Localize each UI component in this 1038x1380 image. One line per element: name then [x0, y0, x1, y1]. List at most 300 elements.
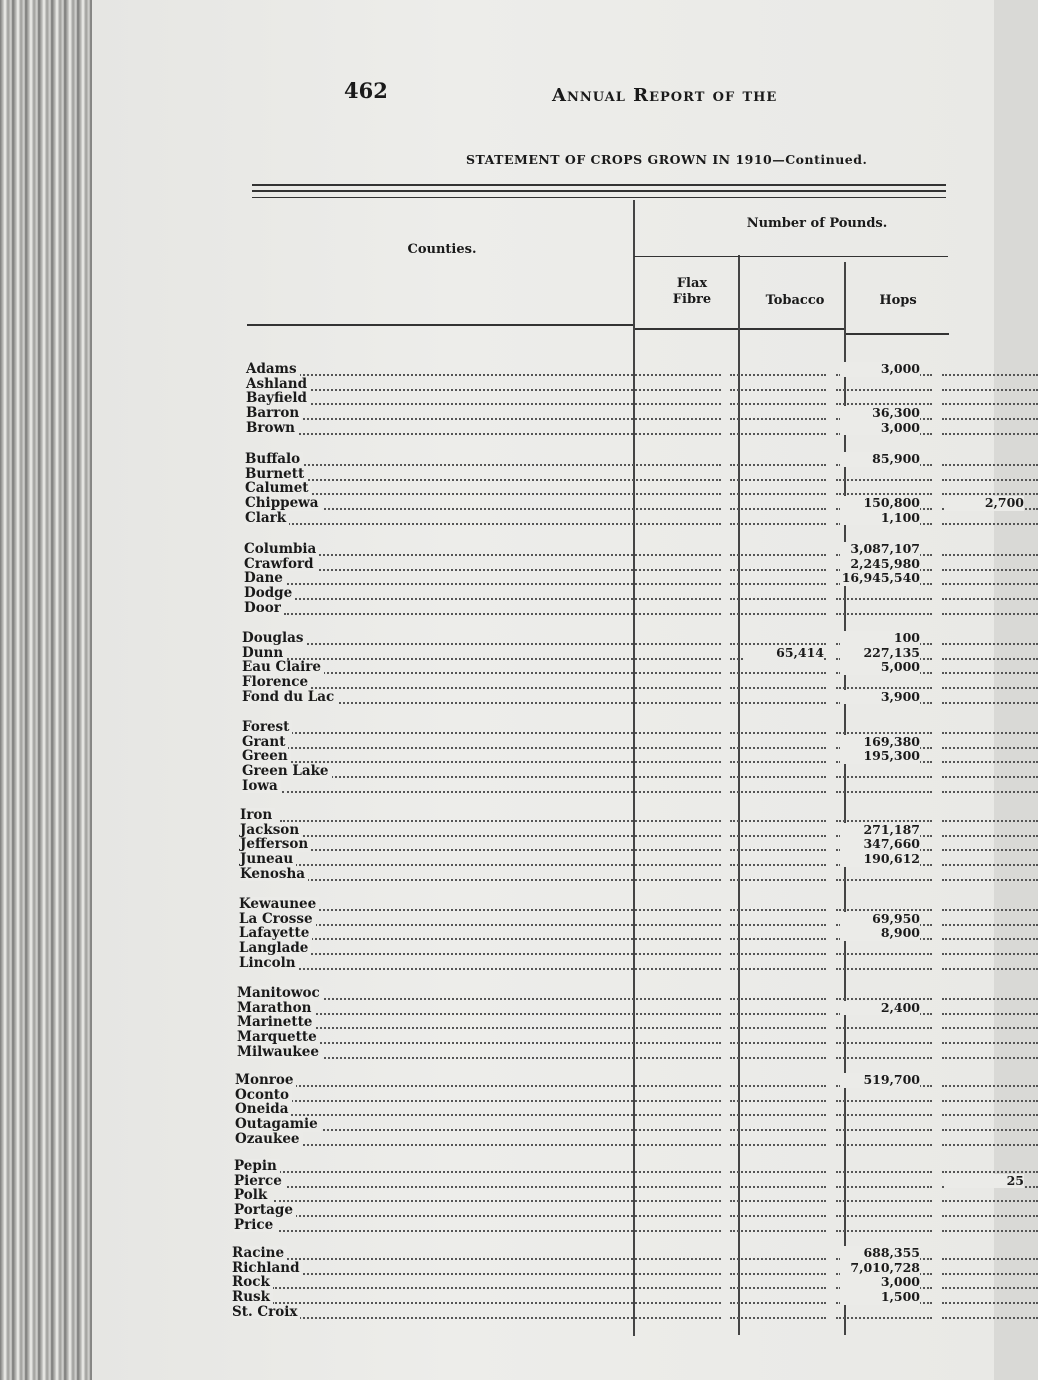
table-row — [234, 1172, 1024, 1189]
table-row — [245, 481, 965, 496]
county-name: Jackson — [240, 823, 302, 838]
leader-dots — [277, 990, 721, 1000]
leader-dots — [286, 381, 721, 391]
table-row — [239, 926, 959, 941]
leader-dots — [730, 812, 826, 822]
tobacco-value: 169,380 — [840, 735, 920, 750]
leader-dots — [277, 1005, 721, 1015]
table-row — [232, 1305, 952, 1320]
tobacco-value: 85,900 — [840, 452, 920, 467]
leader-dots — [836, 1222, 932, 1232]
leader-dots — [280, 856, 721, 866]
leader-dots — [730, 561, 826, 571]
leader-dots — [730, 605, 826, 615]
county-name: Eau Claire — [242, 660, 324, 675]
table-row — [237, 1030, 957, 1045]
leader-dots — [730, 1077, 826, 1087]
tobacco-header: Tobacco — [765, 293, 825, 308]
leader-dots — [730, 1092, 826, 1102]
table-row — [235, 1088, 955, 1103]
county-name: Milwaukee — [237, 1045, 322, 1060]
county-name: Green — [242, 749, 291, 764]
document-page — [92, 0, 1024, 1380]
leader-dots — [282, 753, 721, 763]
hops-value: 2,700 — [944, 496, 1024, 511]
leader-dots — [274, 1163, 721, 1173]
county-name: Douglas — [242, 631, 306, 646]
leader-dots — [730, 841, 826, 851]
leader-dots — [282, 739, 721, 749]
leader-dots — [942, 590, 1038, 600]
leader-dots — [836, 605, 932, 615]
leader-dots — [730, 1106, 826, 1116]
leader-dots — [282, 679, 721, 689]
table-row — [246, 421, 966, 436]
leader-dots — [730, 1163, 826, 1173]
county-name: Pepin — [234, 1159, 280, 1174]
county-group — [234, 1158, 1024, 1233]
tobacco-value: 3,900 — [840, 690, 920, 705]
leader-dots — [730, 381, 826, 391]
leader-dots — [942, 635, 1038, 645]
flax-fibre-header: Flax Fibre — [672, 276, 712, 307]
table-row — [245, 467, 965, 482]
leader-dots — [836, 724, 932, 734]
leader-dots — [836, 1121, 932, 1131]
leader-dots — [836, 945, 932, 955]
table-row — [235, 1102, 955, 1117]
leader-dots — [942, 471, 1038, 481]
table-row — [242, 646, 962, 661]
leader-dots — [836, 783, 932, 793]
leader-dots — [836, 1034, 932, 1044]
leader-dots — [280, 827, 721, 837]
leader-dots — [942, 930, 1038, 940]
tobacco-value: 3,000 — [840, 421, 920, 436]
group-header-rule — [634, 256, 948, 257]
tobacco-value: 3,000 — [840, 1275, 920, 1290]
leader-dots — [284, 575, 721, 585]
hops-header: Hops — [879, 293, 917, 308]
county-name: Marinette — [237, 1015, 315, 1030]
county-name: Rusk — [232, 1290, 273, 1305]
leader-dots — [942, 395, 1038, 405]
leader-dots — [942, 1121, 1038, 1131]
table-row — [244, 542, 964, 557]
top-rule-1 — [252, 184, 946, 186]
leader-dots — [730, 916, 826, 926]
table-row — [244, 601, 964, 616]
table-row — [245, 511, 965, 526]
leader-dots — [942, 812, 1038, 822]
leader-dots — [272, 1309, 721, 1319]
leader-dots — [730, 515, 826, 525]
leader-dots — [942, 724, 1038, 734]
table-row — [239, 956, 959, 971]
tobacco-value: 5,000 — [840, 660, 920, 675]
leader-dots — [942, 1279, 1038, 1289]
tobacco-value: 271,187 — [840, 823, 920, 838]
table-row — [246, 362, 966, 377]
leader-dots — [284, 561, 721, 571]
leader-dots — [730, 768, 826, 778]
table-row — [234, 1159, 954, 1174]
table-row — [239, 941, 959, 956]
county-name: Polk — [234, 1188, 270, 1203]
top-rule-2 — [252, 190, 946, 192]
county-name: Green Lake — [242, 764, 332, 779]
table-row — [244, 557, 964, 572]
leader-dots — [942, 1250, 1038, 1260]
table-row — [242, 631, 962, 646]
leader-dots — [942, 1265, 1038, 1275]
leader-dots — [285, 471, 721, 481]
table-row — [234, 1203, 954, 1218]
leader-dots — [836, 381, 932, 391]
leader-dots — [942, 1005, 1038, 1015]
table-row — [242, 764, 962, 779]
table-row — [246, 406, 966, 421]
leader-dots — [942, 485, 1038, 495]
leader-dots — [942, 1294, 1038, 1304]
tobacco-value: 1,500 — [840, 1290, 920, 1305]
leader-dots — [942, 856, 1038, 866]
leader-dots — [942, 575, 1038, 585]
leader-dots — [284, 605, 721, 615]
leader-dots — [272, 1250, 721, 1260]
leader-dots — [730, 679, 826, 689]
leader-dots — [942, 664, 1038, 674]
leader-dots — [942, 916, 1038, 926]
running-head: Annual Report of the — [552, 85, 778, 106]
leader-dots — [730, 827, 826, 837]
leader-dots — [730, 1207, 826, 1217]
table-row — [234, 1218, 954, 1233]
header-bottom-rule-flax — [635, 328, 738, 330]
leader-dots — [942, 990, 1038, 1000]
table-row — [242, 735, 962, 750]
county-name: Kewaunee — [239, 897, 319, 912]
leader-dots — [942, 841, 1038, 851]
county-name: Racine — [232, 1246, 287, 1261]
leader-dots — [277, 1049, 721, 1059]
tobacco-value: 2,400 — [840, 1001, 920, 1016]
leader-dots — [942, 1207, 1038, 1217]
table-row — [242, 660, 962, 675]
county-name: Portage — [234, 1203, 296, 1218]
leader-dots — [730, 485, 826, 495]
leader-dots — [279, 945, 721, 955]
county-name: Lincoln — [239, 956, 299, 971]
table-row — [244, 571, 964, 586]
table-row — [232, 1290, 952, 1305]
table-row — [242, 779, 962, 794]
leader-dots — [836, 1309, 932, 1319]
leader-dots — [730, 1019, 826, 1029]
leader-dots — [942, 960, 1038, 970]
leader-dots — [942, 871, 1038, 881]
tobacco-value: 16,945,540 — [841, 570, 920, 586]
table-row — [245, 452, 965, 467]
hops-value: 25 — [944, 1174, 1024, 1189]
county-group — [245, 451, 1024, 526]
leader-dots — [730, 546, 826, 556]
leader-dots — [836, 960, 932, 970]
leader-dots — [730, 1192, 826, 1202]
table-row — [242, 675, 962, 690]
leader-dots — [730, 1279, 826, 1289]
leader-dots — [730, 664, 826, 674]
leader-dots — [730, 856, 826, 866]
tobacco-value: 190,612 — [840, 852, 920, 867]
leader-dots — [942, 561, 1038, 571]
leader-dots — [730, 871, 826, 881]
county-name: Price — [234, 1218, 276, 1233]
leader-dots — [277, 1034, 721, 1044]
county-name: Calumet — [245, 481, 312, 496]
leader-dots — [942, 827, 1038, 837]
county-group — [235, 1073, 955, 1146]
leader-dots — [730, 724, 826, 734]
tobacco-value: 69,950 — [840, 912, 920, 927]
leader-dots — [836, 1092, 932, 1102]
county-name: Oconto — [235, 1088, 292, 1103]
leader-dots — [282, 664, 721, 674]
leader-dots — [275, 1106, 721, 1116]
counties-header: Counties. — [407, 242, 477, 257]
county-name: Marathon — [237, 1001, 314, 1016]
leader-dots — [282, 768, 721, 778]
leader-dots — [730, 901, 826, 911]
leader-dots — [280, 871, 721, 881]
leader-dots — [836, 1106, 932, 1116]
tobacco-value: 519,700 — [840, 1073, 920, 1088]
table-row — [240, 837, 960, 852]
leader-dots — [286, 366, 721, 376]
leader-dots — [942, 1034, 1038, 1044]
tobacco-value: 100 — [840, 631, 920, 646]
leader-dots — [279, 901, 721, 911]
table-row — [245, 495, 1024, 512]
leader-dots — [730, 575, 826, 585]
leader-dots — [836, 1136, 932, 1146]
leader-dots — [282, 724, 721, 734]
leader-dots — [730, 635, 826, 645]
tobacco-value: 195,300 — [840, 749, 920, 764]
county-name: Chippewa — [245, 496, 322, 511]
leader-dots — [730, 456, 826, 466]
leader-dots — [275, 1121, 721, 1131]
tobacco-value: 688,355 — [840, 1246, 920, 1261]
leader-dots — [942, 546, 1038, 556]
leader-dots — [730, 694, 826, 704]
leader-dots — [942, 1192, 1038, 1202]
county-name: Brown — [246, 421, 298, 436]
county-name: St. Croix — [232, 1305, 300, 1320]
county-name: Jefferson — [240, 837, 311, 852]
county-name: Dunn — [242, 646, 286, 661]
leader-dots — [730, 1121, 826, 1131]
leader-dots — [282, 694, 721, 704]
table-row — [244, 586, 964, 601]
leader-dots — [836, 590, 932, 600]
leader-dots — [274, 1178, 721, 1188]
leader-dots — [836, 1019, 932, 1029]
leader-dots — [730, 1136, 826, 1146]
leader-dots — [942, 381, 1038, 391]
county-name: Dane — [244, 571, 286, 586]
leader-dots — [730, 990, 826, 1000]
leader-dots — [730, 945, 826, 955]
county-name: Barron — [246, 406, 302, 421]
leader-dots — [942, 901, 1038, 911]
leader-dots — [277, 1019, 721, 1029]
header-bottom-rule-left — [247, 324, 633, 326]
book-binding — [0, 0, 92, 1380]
leader-dots — [282, 650, 721, 660]
leader-dots — [275, 1136, 721, 1146]
leader-dots — [730, 1309, 826, 1319]
leader-dots — [942, 945, 1038, 955]
table-row — [235, 1117, 955, 1132]
leader-dots — [836, 812, 932, 822]
county-name: Juneau — [240, 852, 296, 867]
table-row — [240, 823, 960, 838]
leader-dots — [942, 515, 1038, 525]
table-title: STATEMENT OF CROPS GROWN IN 1910—Continued. — [466, 152, 868, 167]
leader-dots — [942, 650, 1038, 660]
leader-dots — [286, 395, 721, 405]
leader-dots — [836, 871, 932, 881]
leader-dots — [280, 812, 721, 822]
leader-dots — [942, 753, 1038, 763]
county-group — [242, 631, 962, 704]
leader-dots — [942, 410, 1038, 420]
county-group — [242, 720, 962, 793]
leader-dots — [836, 1163, 932, 1173]
county-name: Ashland — [246, 377, 310, 392]
county-name: Manitowoc — [237, 986, 323, 1001]
leader-dots — [272, 1265, 721, 1275]
leader-dots — [942, 768, 1038, 778]
table-row — [239, 912, 959, 927]
leader-dots — [274, 1192, 721, 1202]
county-name: Clark — [245, 511, 289, 526]
leader-dots — [272, 1294, 721, 1304]
leader-dots — [836, 1049, 932, 1059]
county-group — [239, 897, 959, 970]
leader-dots — [730, 1222, 826, 1232]
county-name: Lafayette — [239, 926, 312, 941]
county-name: Dodge — [244, 586, 295, 601]
tobacco-value: 1,100 — [840, 511, 920, 526]
leader-dots — [285, 485, 721, 495]
leader-dots — [836, 1178, 932, 1188]
leader-dots — [836, 471, 932, 481]
leader-dots — [730, 753, 826, 763]
table-row — [246, 377, 966, 392]
leader-dots — [279, 960, 721, 970]
table-row — [240, 867, 960, 882]
leader-dots — [730, 739, 826, 749]
leader-dots — [836, 1207, 932, 1217]
tobacco-value: 3,000 — [840, 362, 920, 377]
table-row — [237, 986, 957, 1001]
leader-dots — [272, 1279, 721, 1289]
leader-dots — [942, 1092, 1038, 1102]
flax-fibre-value: 65,414 — [744, 646, 824, 661]
table-row — [234, 1188, 954, 1203]
table-row — [235, 1073, 955, 1088]
leader-dots — [836, 901, 932, 911]
leader-dots — [280, 841, 721, 851]
table-row — [237, 1001, 957, 1016]
leader-dots — [730, 471, 826, 481]
county-name: Fond du Lac — [242, 690, 337, 705]
tobacco-value: 3,087,107 — [840, 542, 920, 557]
leader-dots — [730, 1294, 826, 1304]
county-name: Langlade — [239, 941, 311, 956]
tobacco-value: 8,900 — [840, 926, 920, 941]
table-row — [242, 749, 962, 764]
table-row — [239, 897, 959, 912]
leader-dots — [274, 1222, 721, 1232]
leader-dots — [942, 1309, 1038, 1319]
leader-dots — [284, 590, 721, 600]
leader-dots — [942, 783, 1038, 793]
header-bottom-rule-hops — [846, 333, 949, 335]
number-of-pounds-header: Number of Pounds. — [746, 216, 888, 231]
table-row — [232, 1246, 952, 1261]
leader-dots — [836, 768, 932, 778]
county-group — [240, 808, 960, 881]
leader-dots — [284, 546, 721, 556]
county-name: Adams — [246, 362, 300, 377]
table-row — [240, 852, 960, 867]
county-name: Oneida — [235, 1102, 291, 1117]
tobacco-value: 347,660 — [840, 837, 920, 852]
page-number: 462 — [344, 78, 388, 103]
table-row — [235, 1132, 955, 1147]
leader-dots — [730, 1034, 826, 1044]
leader-dots — [836, 395, 932, 405]
county-name: Forest — [242, 720, 292, 735]
leader-dots — [730, 1250, 826, 1260]
leader-dots — [942, 1163, 1038, 1173]
tobacco-value: 7,010,728 — [840, 1261, 920, 1276]
leader-dots — [274, 1207, 721, 1217]
leader-dots — [282, 783, 721, 793]
county-name: Pierce — [234, 1174, 285, 1189]
county-name: Columbia — [244, 542, 319, 557]
leader-dots — [836, 485, 932, 495]
leader-dots — [730, 1265, 826, 1275]
leader-dots — [836, 990, 932, 1000]
tobacco-value: 2,245,980 — [840, 557, 920, 572]
leader-dots — [282, 635, 721, 645]
table-row — [240, 808, 960, 823]
tobacco-value: 150,800 — [840, 496, 920, 511]
county-name: Iron — [240, 808, 275, 823]
leader-dots — [942, 1136, 1038, 1146]
county-group — [246, 362, 966, 435]
leader-dots — [286, 410, 721, 420]
county-name: Ozaukee — [235, 1132, 303, 1147]
county-name: Kenosha — [240, 867, 308, 882]
county-name: Burnett — [245, 467, 307, 482]
leader-dots — [942, 1222, 1038, 1232]
leader-dots — [942, 1019, 1038, 1029]
